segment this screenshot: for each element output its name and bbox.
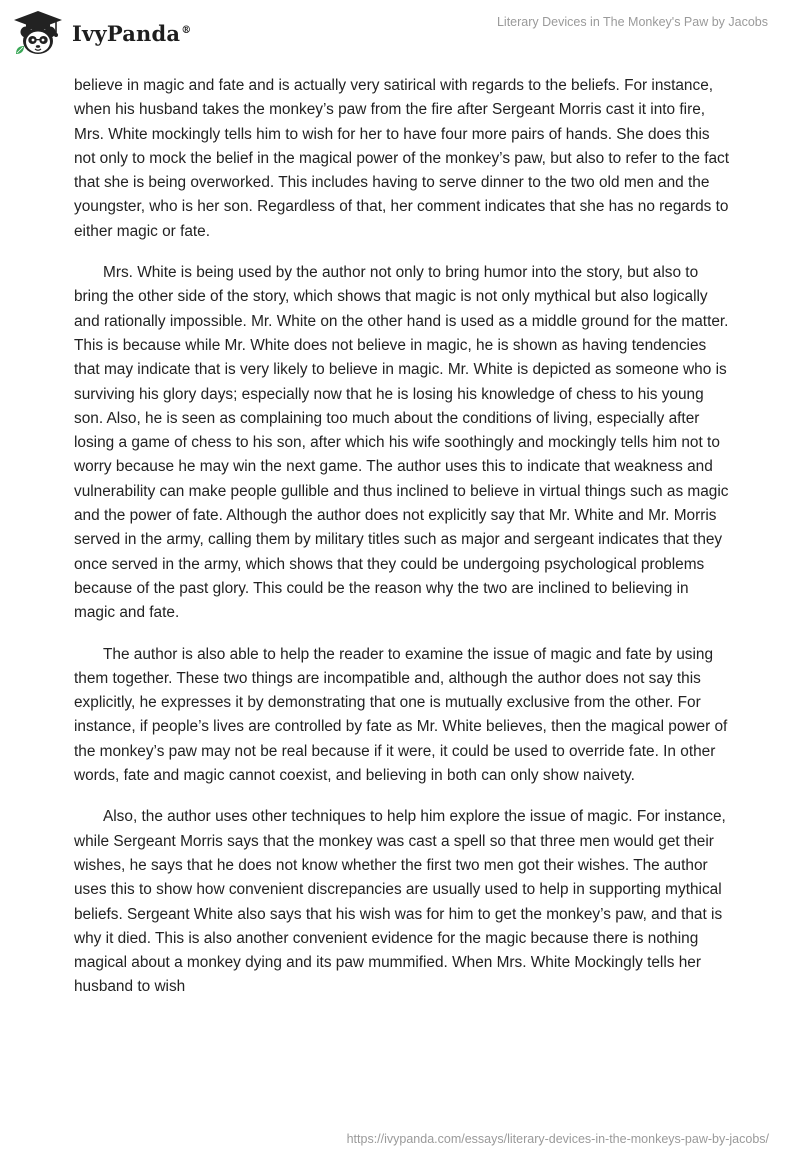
registered-mark: ® <box>181 24 192 36</box>
document-title: Literary Devices in The Monkey's Paw by Jacobs <box>496 15 768 29</box>
brand-logo[interactable] <box>12 8 191 58</box>
paragraph-1: believe in magic and fate and is actually very satirical with regards to the beliefs. For instance, when his husband takes the monkey’s paw from the fire after Sergeant Morris cast it into fire, Mrs. White mockingly tells him to wish for her to have four more pairs of hands. She does this not only to mock the belief in the magical power of the monkey’s paw, but also to refer to the fact that she is being overworked. This includes having to serve dinner to the two old men and the youngster, who is her son. Regardless of that, her comment indicates that she has no regards to either magic or fate. <box>74 77 730 240</box>
brand-name-text: IvyPanda <box>72 20 181 46</box>
panda-graduate-logo-icon <box>12 10 64 56</box>
page-header <box>0 0 800 60</box>
paragraph-4: Also, the author uses other techniques to help him explore the issue of magic. For instance, while Sergeant Morris says that the monkey was cast a spell so that three men would get their wishes, he says that he does not know whether the first two men got their wishes. The author uses this to show how convenient discrepancies are usually used to help in supporting mythical beliefs. Sergeant White also says that his wish was for him to get the monkey’s paw, and that is why it died. This is also another convenient evidence for the magic because there is nothing magical about a monkey dying and its paw mummified. When Mrs. White Mockingly tells her husband to wish <box>74 808 726 996</box>
paragraph-2: Mrs. White is being used by the author not only to bring humor into the story, but also to bring the other side of the story, which shows that magic is not only mythical but also logically and rationally impossible. Mr. White on the other hand is used as a middle ground for the matter. This is because while Mr. White does not believe in magic, he is shown as having tendencies that may indicate that is very likely to believe in magic. Mr. White is depicted as someone who is surviving his glory days; especially now that he is losing his knowledge of chess to his young son. Also, he is seen as complaining too much about the conditions of living, especially after losing a game of chess to his son, after which his wife soothingly and mockingly tells him not to worry because he may win the next game. The author uses this to indicate that weakness and vulnerability can make people gullible and thus inclined to believe in virtual things such as magic and the power of fate. Although the author does not explicitly say that Mr. White and Mr. Morris served in the army, calling them by military titles such as major and sergeant indicates that they once served in the army, which shows that they could be undergoing psychological problems because of the past glory. This could be the reason why the two are inclined to believing in magic and fate. <box>74 264 729 622</box>
essay-body <box>74 74 730 1017</box>
source-url[interactable]: https://ivypanda.com/essays/literary-devices-in-the-monkeys-paw-by-jacobs/ <box>346 1132 769 1146</box>
brand-name <box>72 21 191 46</box>
paragraph-3: The author is also able to help the reader to examine the issue of magic and fate by using them together. These two things are incompatible and, although the author does not say this explicitly, he expresses it by demonstrating that one is mutually exclusive from the other. For instance, if people’s lives are controlled by fate as Mr. White believes, then the magical power of the monkey’s paw may not be real because if it were, it could be used to override fate. In other words, fate and magic cannot coexist, and believing in both can only show naivety. <box>74 645 728 785</box>
